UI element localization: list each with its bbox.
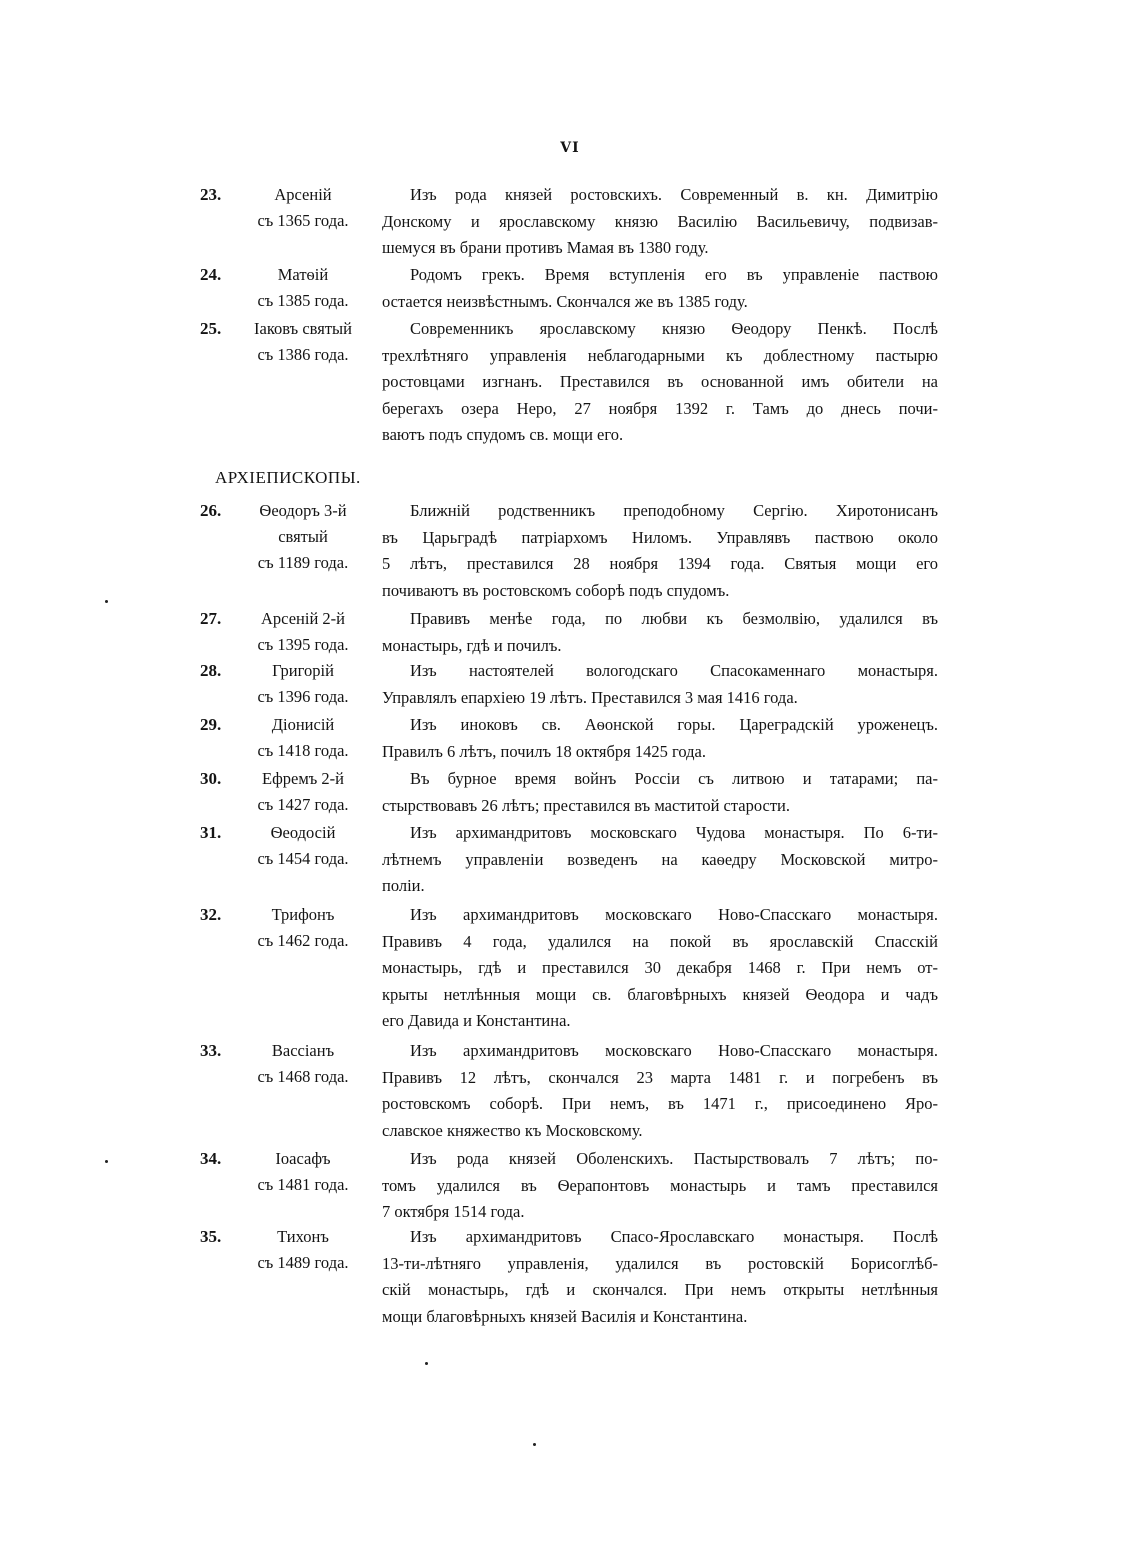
- entry-description-line: его Давида и Константина.: [382, 1011, 571, 1031]
- entry-name-line: съ 1189 года.: [257, 553, 349, 572]
- page-speck: [425, 1362, 428, 1365]
- entry-name: [238, 712, 368, 764]
- entry-description: [382, 902, 938, 1035]
- entry-description-line: ростовцами изгнанъ. Преставился въ основанной имъ обители на: [382, 372, 938, 392]
- entry-description-line: 7 октября 1514 года.: [382, 1202, 525, 1222]
- entry-name: [238, 316, 368, 368]
- entry-name-line: Григорій: [272, 661, 334, 680]
- entry-name-line: Арсеній 2-й: [261, 609, 345, 628]
- entry-description: [382, 498, 938, 604]
- entry-description: [382, 658, 938, 711]
- entry-name: [238, 902, 368, 954]
- entry-description-line: скій монастырь, гдѣ и скончался. При немъ открыты нетлѣнныя: [382, 1280, 938, 1300]
- entry-description-line: Изъ архимандритовъ московскаго Ново-Спасскаго монастыря.: [410, 905, 938, 924]
- entry-description: [382, 712, 938, 765]
- entry-description-line: Правивъ 4 года, удалился на покой въ ярославскій Спасскій: [382, 931, 938, 951]
- entry-description: [382, 182, 938, 262]
- entry-name: [238, 766, 368, 818]
- entry-description-line: Правилъ 6 лѣтъ, почилъ 18 октября 1425 года.: [382, 741, 706, 761]
- entry-description: [382, 262, 938, 315]
- entry-description-line: томъ удалился въ Ѳерапонтовъ монастырь и тамъ преставился: [382, 1175, 938, 1195]
- entry-description-line: почиваютъ въ ростовскомъ соборѣ подъ спудомъ.: [382, 580, 730, 600]
- entry-name-line: съ 1481 года.: [257, 1175, 349, 1194]
- entry-description-line: Изъ архимандритовъ московскаго Чудова монастыря. По 6-ти-: [410, 823, 938, 842]
- entry-name-line: съ 1462 года.: [257, 931, 349, 950]
- entry-description-line: крыты нетлѣнныя мощи св. благовѣрныхъ князей Ѳеодора и чадъ: [382, 984, 938, 1004]
- entry-name-line: съ 1468 года.: [257, 1067, 349, 1086]
- page-speck: [533, 1443, 536, 1446]
- entry-name: [238, 498, 368, 576]
- entry-description-line: Донскому и ярославскому князю Василію Васильевичу, подвизав-: [382, 211, 938, 231]
- entry-description-line: поліи.: [382, 876, 425, 896]
- entry-name: [238, 1038, 368, 1090]
- entry-name-line: Вассіанъ: [271, 1041, 335, 1060]
- entry-number: 33.: [200, 1041, 222, 1060]
- entry-description-line: ваютъ подъ спудомъ св. мощи его.: [382, 425, 624, 445]
- entry-name: [238, 1224, 368, 1276]
- entry-description: [382, 766, 938, 819]
- entry-number: 31.: [200, 823, 222, 842]
- entry-name: [238, 262, 368, 314]
- entry-description-line: трехлѣтняго управленія неблагодарными къ доблестному пастырю: [382, 345, 938, 365]
- entry-description-line: ростовскомъ соборѣ. При немъ, въ 1471 г., присоединено Яро-: [382, 1094, 938, 1114]
- page-speck: [105, 600, 108, 603]
- entry-description-line: 13-ти-лѣтняго управленія, удалился въ ростовскій Борисоглѣб-: [382, 1253, 938, 1273]
- entry-name: [238, 820, 368, 872]
- section-heading-archbishops: АРХІЕПИСКОПЫ.: [215, 468, 361, 487]
- entry-name-line: съ 1454 года.: [257, 849, 349, 868]
- entry-description-line: монастырь, гдѣ и почилъ.: [382, 635, 562, 655]
- entry-description-line: монастырь, гдѣ и преставился 30 декабря 1468 г. При немъ от-: [382, 958, 938, 978]
- entry-description-line: Изъ иноковъ св. Аѳонской горы. Цареградскій уроженецъ.: [410, 715, 938, 734]
- entry-name-line: Арсеній: [274, 185, 332, 204]
- entry-number: 25.: [200, 319, 222, 338]
- entry-number: 24.: [200, 265, 222, 284]
- entry-name-line: святый: [278, 527, 328, 546]
- entry-description-line: Ближній родственникъ преподобному Сергію. Хиротонисанъ: [410, 501, 938, 520]
- entry-description-line: мощи благовѣрныхъ князей Василія и Константина.: [382, 1306, 748, 1326]
- entry-name: [238, 1146, 368, 1198]
- entry-number: 23.: [200, 185, 222, 204]
- entry-number: 35.: [200, 1227, 222, 1246]
- entry-name-line: Діонисій: [271, 715, 335, 734]
- entry-description: [382, 1146, 938, 1226]
- entry-description-line: Правивъ 12 лѣтъ, скончался 23 марта 1481 г. и погребенъ въ: [382, 1067, 938, 1087]
- entry-name: [238, 182, 368, 234]
- entry-description-line: Изъ архимандритовъ Спасо-Ярославскаго монастыря. Послѣ: [410, 1227, 938, 1246]
- entry-name-line: Іаковъ святый: [254, 319, 352, 338]
- entry-name-line: съ 1395 года.: [257, 635, 349, 654]
- entry-number: 30.: [200, 769, 222, 788]
- entry-name-line: съ 1365 года.: [257, 211, 349, 230]
- entry-description: [382, 820, 938, 900]
- entry-description-line: 5 лѣтъ, преставился 28 ноября 1394 года. Святыя мощи его: [382, 554, 938, 574]
- entry-description: [382, 1224, 938, 1330]
- entry-name-line: съ 1489 года.: [257, 1253, 349, 1272]
- entry-name-line: Матѳій: [277, 265, 329, 284]
- entry-description-line: Современникъ ярославскому князю Ѳеодору Пенкѣ. Послѣ: [410, 319, 938, 338]
- entry-name-line: съ 1396 года.: [257, 687, 349, 706]
- entry-number: 29.: [200, 715, 222, 734]
- entry-description-line: остается неизвѣстнымъ. Скончался же въ 1385 году.: [382, 291, 748, 311]
- entry-description-line: Правивъ менѣе года, по любви къ безмолвію, удалился въ: [410, 609, 938, 628]
- entry-description-line: берегахъ озера Неро, 27 ноября 1392 г. Тамъ до днесь почи-: [382, 398, 938, 418]
- entry-number: 26.: [200, 501, 222, 520]
- entry-description-line: Изъ рода князей Оболенскихъ. Пастырствовалъ 7 лѣтъ; по-: [410, 1149, 938, 1168]
- entry-description-line: Родомъ грекъ. Время вступленія его въ управленіе паствою: [410, 265, 938, 284]
- entry-number: 32.: [200, 905, 222, 924]
- entry-name: [238, 658, 368, 710]
- entry-description-line: Изъ настоятелей вологодскаго Спасокаменнаго монастыря.: [410, 661, 938, 680]
- entry-description: [382, 606, 938, 659]
- entry-name-line: Ѳеодоръ 3-й: [259, 501, 347, 520]
- entry-description: [382, 316, 938, 449]
- entry-description-line: Изъ рода князей ростовскихъ. Современный в. кн. Димитрію: [410, 185, 938, 204]
- entry-number: 34.: [200, 1149, 222, 1168]
- entry-description-line: Изъ архимандритовъ московскаго Ново-Спасскаго монастыря.: [410, 1041, 938, 1060]
- entry-name-line: Іоасафъ: [275, 1149, 331, 1168]
- entry-name-line: съ 1418 года.: [257, 741, 349, 760]
- entry-description: [382, 1038, 938, 1144]
- entry-name-line: Тихонъ: [277, 1227, 329, 1246]
- entry-description-line: въ Царьградѣ патріархомъ Ниломъ. Управлявъ паствою около: [382, 527, 938, 547]
- entry-name-line: съ 1386 года.: [257, 345, 349, 364]
- page-number: VI: [560, 140, 580, 156]
- entry-description-line: шемуся въ брани противъ Мамая въ 1380 году.: [382, 238, 709, 258]
- entry-name-line: Трифонъ: [271, 905, 335, 924]
- entry-description-line: Въ бурное время войнъ Россіи съ литвою и татарами; па-: [410, 769, 938, 788]
- entry-name-line: Ефремъ 2-й: [261, 769, 345, 788]
- entry-description-line: Управлялъ епархіею 19 лѣтъ. Преставился 3 мая 1416 года.: [382, 687, 798, 707]
- page-speck: [105, 1160, 108, 1163]
- entry-description-line: славское княжество къ Московскому.: [382, 1120, 643, 1140]
- entry-number: 28.: [200, 661, 222, 680]
- entry-number: 27.: [200, 609, 222, 628]
- entry-name: [238, 606, 368, 658]
- entry-name-line: Ѳеодосій: [270, 823, 336, 842]
- entry-description-line: лѣтнемъ управленіи возведенъ на каѳедру Московской митро-: [382, 849, 938, 869]
- entry-description-line: стырствовавъ 26 лѣтъ; преставился въ маститой старости.: [382, 795, 791, 815]
- entry-name-line: съ 1385 года.: [257, 291, 349, 310]
- entry-name-line: съ 1427 года.: [257, 795, 349, 814]
